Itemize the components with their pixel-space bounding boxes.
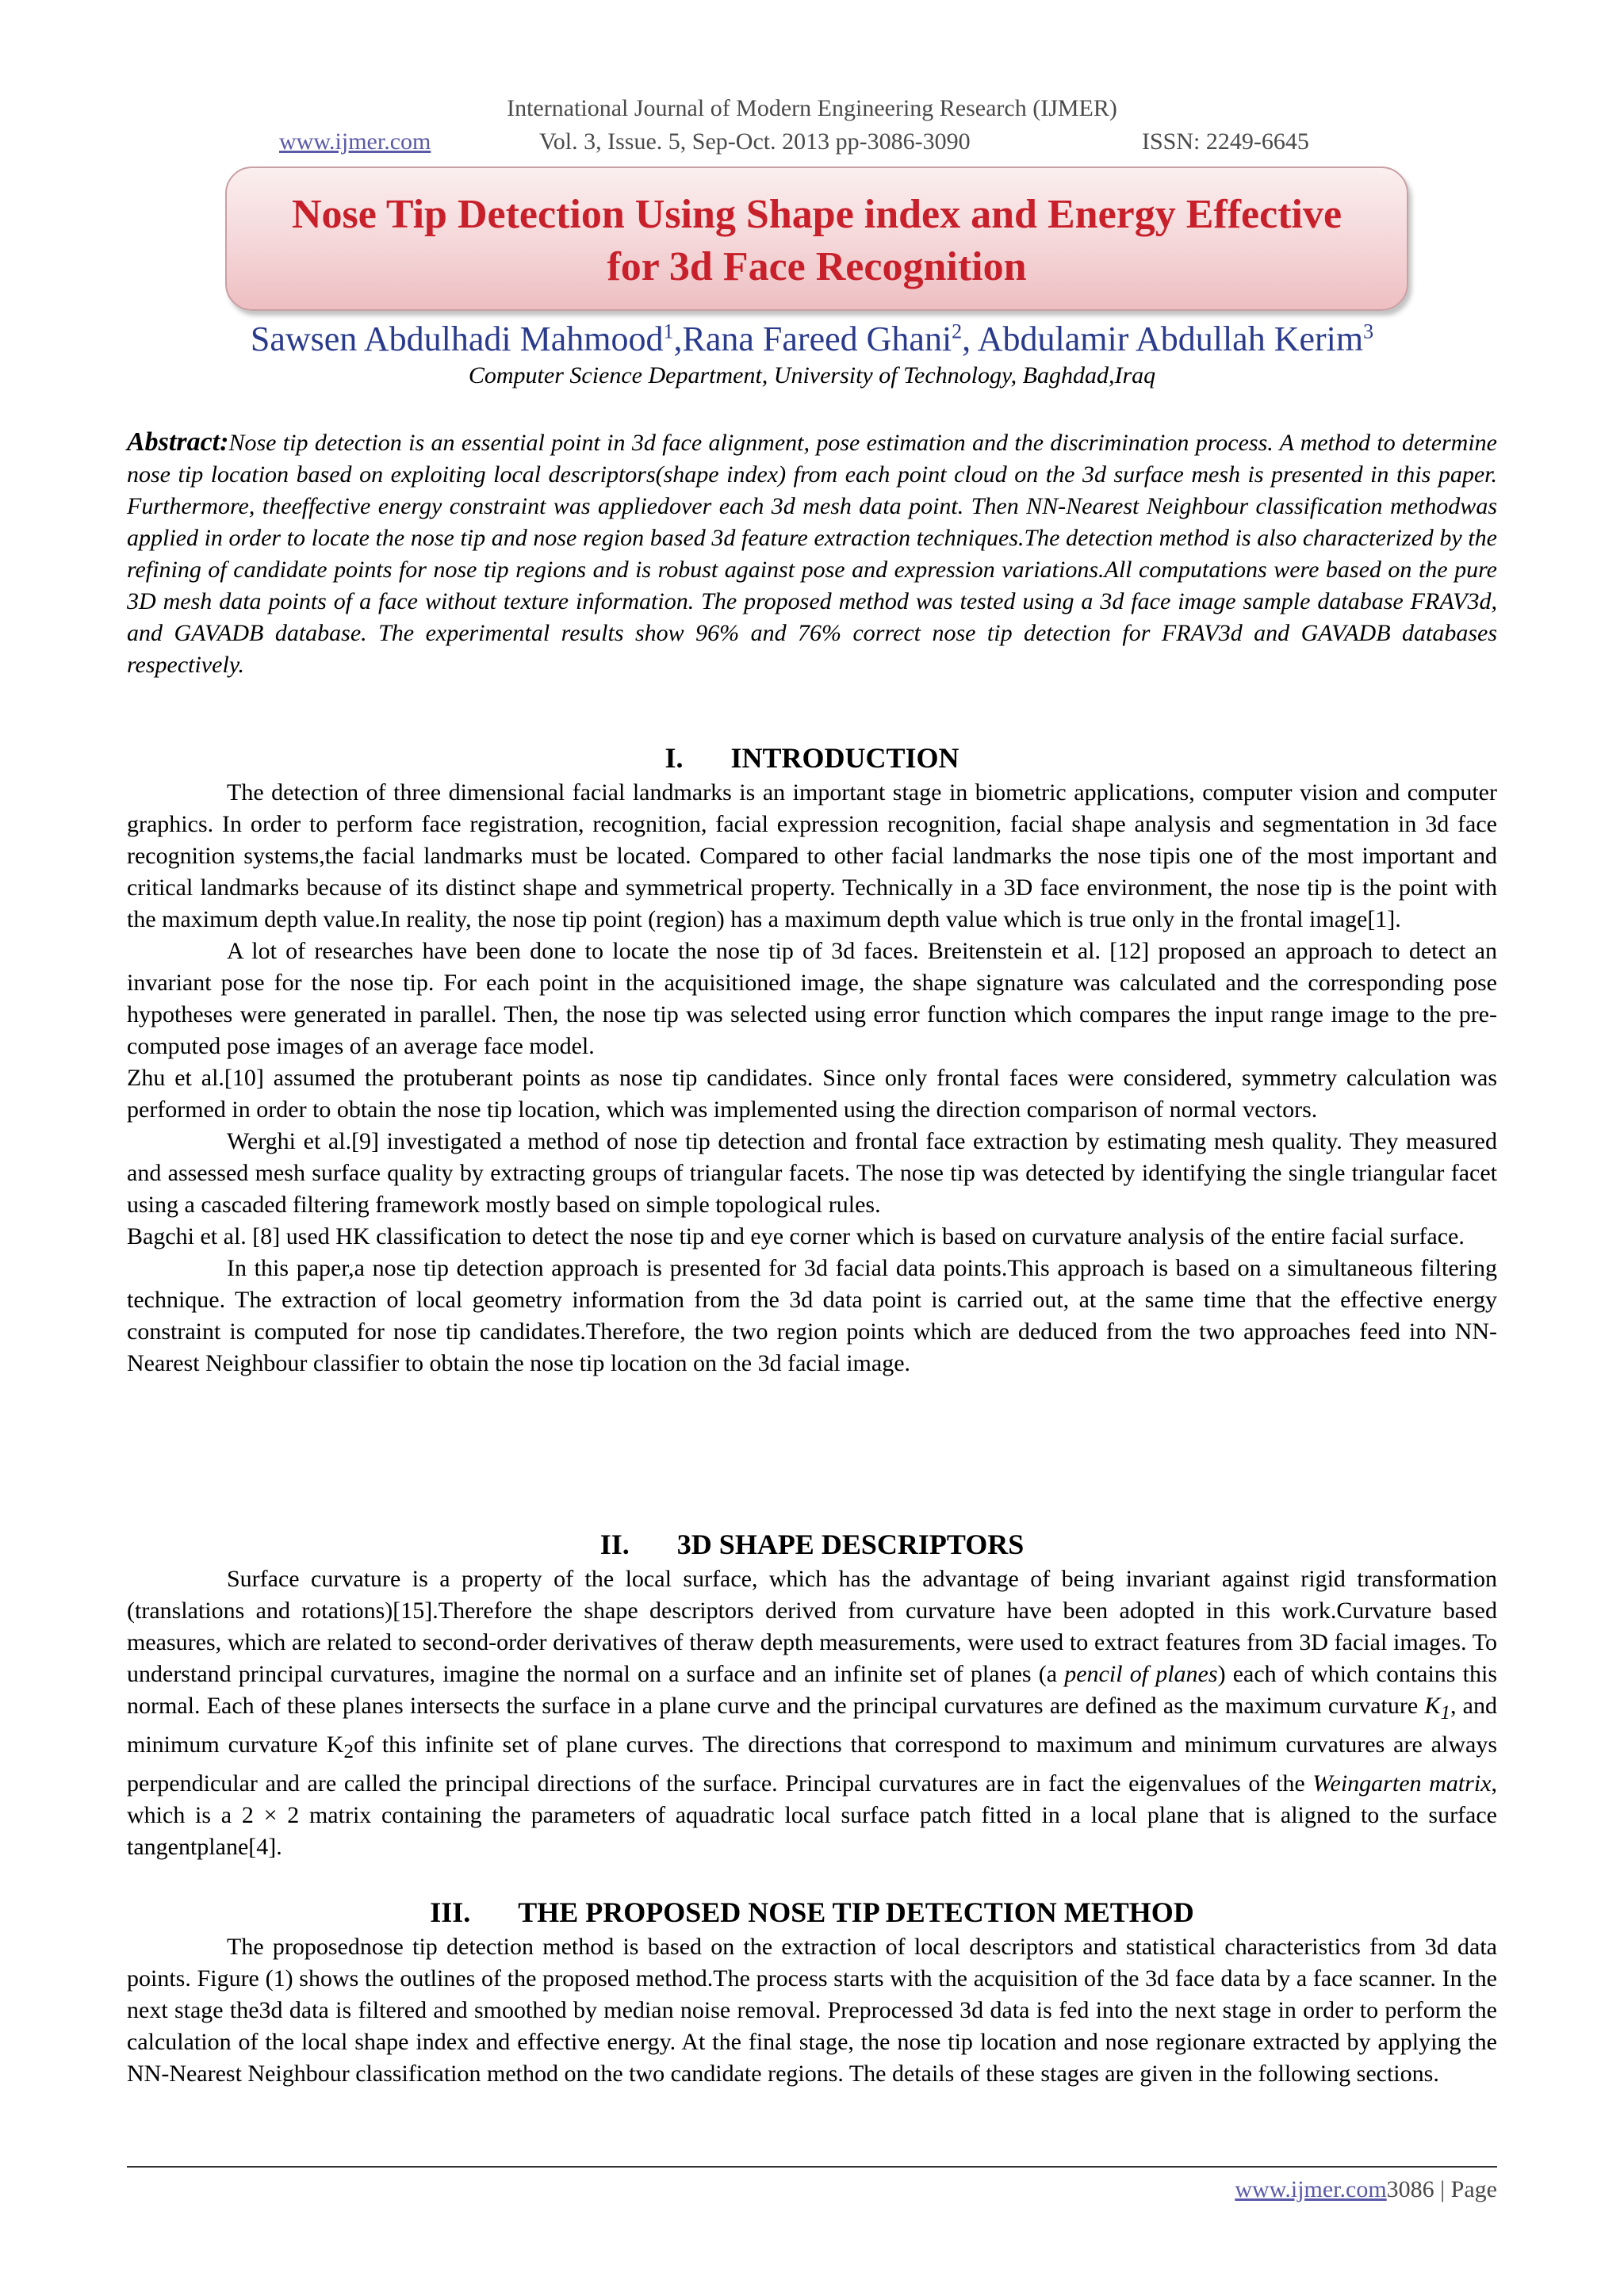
author-1: Sawsen Abdulhadi Mahmood (250, 320, 664, 358)
footer-divider (127, 2166, 1497, 2168)
footer-url-link[interactable]: www.ijmer.com (1235, 2176, 1387, 2202)
symbol-k1: $K_1$ (1424, 1693, 1450, 1724)
abstract-text: Nose tip detection is an essential point in 3d face alignment, pose estimation and the discrimination process. A method to determine nose tip location based on exploiting local descriptors(shape index) from each point cloud on the 3d surface mesh is presented in this paper. Furthermore, theeffective energy constraint was appliedover each 3d mesh data point. Then NN-Nearest Neighbour classification methodwas applied in order to locate the nose tip and nose region based 3d feature extraction techniques.The detection method is also characterized by the refining of candidate points for nose tip regions and is robust against pose and expression variations.All computations were based on the pure 3D mesh data points of a face without texture information. The proposed method was tested using a 3d face image sample database FRAV3d, and GAVADB database. The experimental results show 96% and 76% correct nose tip detection for FRAV3d and GAVADB databases respectively. (127, 430, 1497, 678)
abstract (127, 427, 1497, 681)
page-footer (1235, 2174, 1497, 2206)
journal-name: International Journal of Modern Engineering Research (IJMER) (507, 95, 1117, 121)
paragraph: In this paper,a nose tip detection approach is presented for 3d facial data points.This approach is based on a simultaneous filtering technique. The extraction of local geometry information from the 3d data point is carried out, at the same time that the effective energy constraint is computed for nose tip candidates.Therefore, the two region points which are deduced from the two approaches feed into NN-Nearest Neighbour classifier to obtain the nose tip location on the 3d facial image. (127, 1255, 1497, 1376)
section-title: INTRODUCTION (730, 742, 959, 774)
author-3-affil-mark: 3 (1363, 320, 1374, 343)
author-3: , Abdulamir Abdullah Kerim (962, 320, 1364, 358)
paragraph: The proposednose tip detection method is based on the extraction of local descriptors and statistical characteristics from 3d data points. Figure (1) shows the outlines of the proposed method.The process starts with the acquisition of the 3d face data by a face scanner. In the next stage the3d data is filtered and smoothed by median noise removal. Preprocessed 3d data is fed into the next stage in order to perform the calculation of the local shape index and effective energy. At the final stage, the nose tip location and nose regionare extracted by applying the NN-Nearest Neighbour classification method on the two candidate regions. The details of these stages are given in the following sections. (127, 1934, 1497, 2087)
paragraph: A lot of researches have been done to locate the nose tip of 3d faces. Breitenstein et al. [12] proposed an approach to detect an invariant pose for the nose tip. For each point in the acquisitioned image, the shape signature was calculated and the corresponding pose hypotheses were generated in parallel. Then, the nose tip was selected using error function which compares the input range image to the pre-computed pose images of an average face model. (127, 938, 1497, 1059)
section-title: 3D SHAPE DESCRIPTORS (676, 1529, 1025, 1560)
paragraph: Surface curvature is a property of the local surface, which has the advantage of being invariant against rigid transformation (translations and rotations)[15].Therefore the shape descriptors derived from curvature have been adopted in this work.Curvature based measures, which are related to second-order derivatives of theraw depth measurements, were used to extract features from 3D facial images. To understand principal curvatures, imagine the normal on a surface and an infinite set of planes (a pencil of planes) each of which contains this normal. Each of these planes intersects the surface in a plane curve and the principal curvatures are defined as the maximum curvature $K_1$, and minimum curvature $K_2of$ this infinite set of plane curves. The directions that correspond to maximum and minimum curvatures are always perpendicular and are called the principal directions of the surface. Principal curvatures are in fact the eigenvalues of the Weingarten matrix, which is a 2 × 2 matrix containing the parameters of aquadratic local surface patch fitted in a local plane that is aligned to the surface tangentplane[4]. (127, 1566, 1498, 1860)
section-number: III. (430, 1896, 471, 1928)
issn-info: ISSN: 2249-6645 (1142, 128, 1309, 155)
author-list (0, 316, 1624, 363)
author-2-affil-mark: 2 (952, 320, 963, 343)
title-box (225, 166, 1408, 311)
author-1-affil-mark: 1 (663, 320, 674, 343)
page-number: 3086 | Page (1386, 2176, 1497, 2202)
journal-url-link[interactable]: www.ijmer.com (279, 128, 431, 155)
affiliation: Computer Science Department, University of Technology, Baghdad,Iraq (468, 362, 1156, 388)
section-number: II. (599, 1529, 630, 1560)
section-heading-proposed-method (0, 1895, 1624, 1930)
paper-title-line-2: for 3d Face Recognition (607, 244, 1027, 289)
paragraph: Werghi et al.[9] investigated a method of nose tip detection and frontal face extraction by estimating mesh quality. They measured and assessed mesh surface quality by extracting groups of triangular facets. The nose tip was detected by identifying the single triangular facet using a cascaded filtering framework mostly based on simple topological rules. (127, 1128, 1497, 1218)
paragraph: Zhu et al.[10] assumed the protuberant points as nose tip candidates. Since only frontal faces were considered, symmetry calculation was performed in order to obtain the nose tip location, which was implemented using the direction comparison of normal vectors. (127, 1065, 1497, 1123)
paragraph: The detection of three dimensional facial landmarks is an important stage in biometric applications, computer vision and computer graphics. In order to perform face registration, recognition, facial expression recognition, facial shape analysis and segmentation in 3d face recognition systems,the facial landmarks must be located. Compared to other facial landmarks the nose tipis one of the most important and critical landmarks because of its distinct shape and symmetrical property. Technically in a 3D face environment, the nose tip is the point with the maximum depth value.In reality, the nose tip point (region) has a maximum depth value which is true only in the frontal image[1]. (127, 779, 1497, 932)
section-number: I. (665, 742, 684, 774)
term-pencil-of-planes: pencil of planes (1064, 1661, 1218, 1687)
section-body-shape-descriptors (127, 1563, 1497, 1863)
paragraph: Bagchi et al. [8] used HK classification to detect the nose tip and eye corner which is based on curvature analysis of the entire facial surface. (127, 1223, 1465, 1249)
section-heading-introduction (0, 740, 1624, 775)
author-2: ,Rana Fareed Ghani (673, 320, 952, 358)
paper-title-line-1: Nose Tip Detection Using Shape index and Energy Effective (291, 192, 1342, 237)
symbol-k2-subscript: 2 (343, 1741, 354, 1762)
section-heading-shape-descriptors (0, 1527, 1624, 1562)
abstract-label: Abstract: (127, 427, 229, 457)
paper-title (227, 189, 1407, 293)
term-weingarten-matrix: Weingarten matrix (1312, 1770, 1492, 1797)
section-body-introduction (127, 777, 1497, 1380)
section-body-proposed-method (127, 1931, 1497, 2090)
section-title: THE PROPOSED NOSE TIP DETECTION METHOD (518, 1896, 1194, 1928)
volume-info: Vol. 3, Issue. 5, Sep-Oct. 2013 pp-3086-3090 (539, 128, 971, 155)
